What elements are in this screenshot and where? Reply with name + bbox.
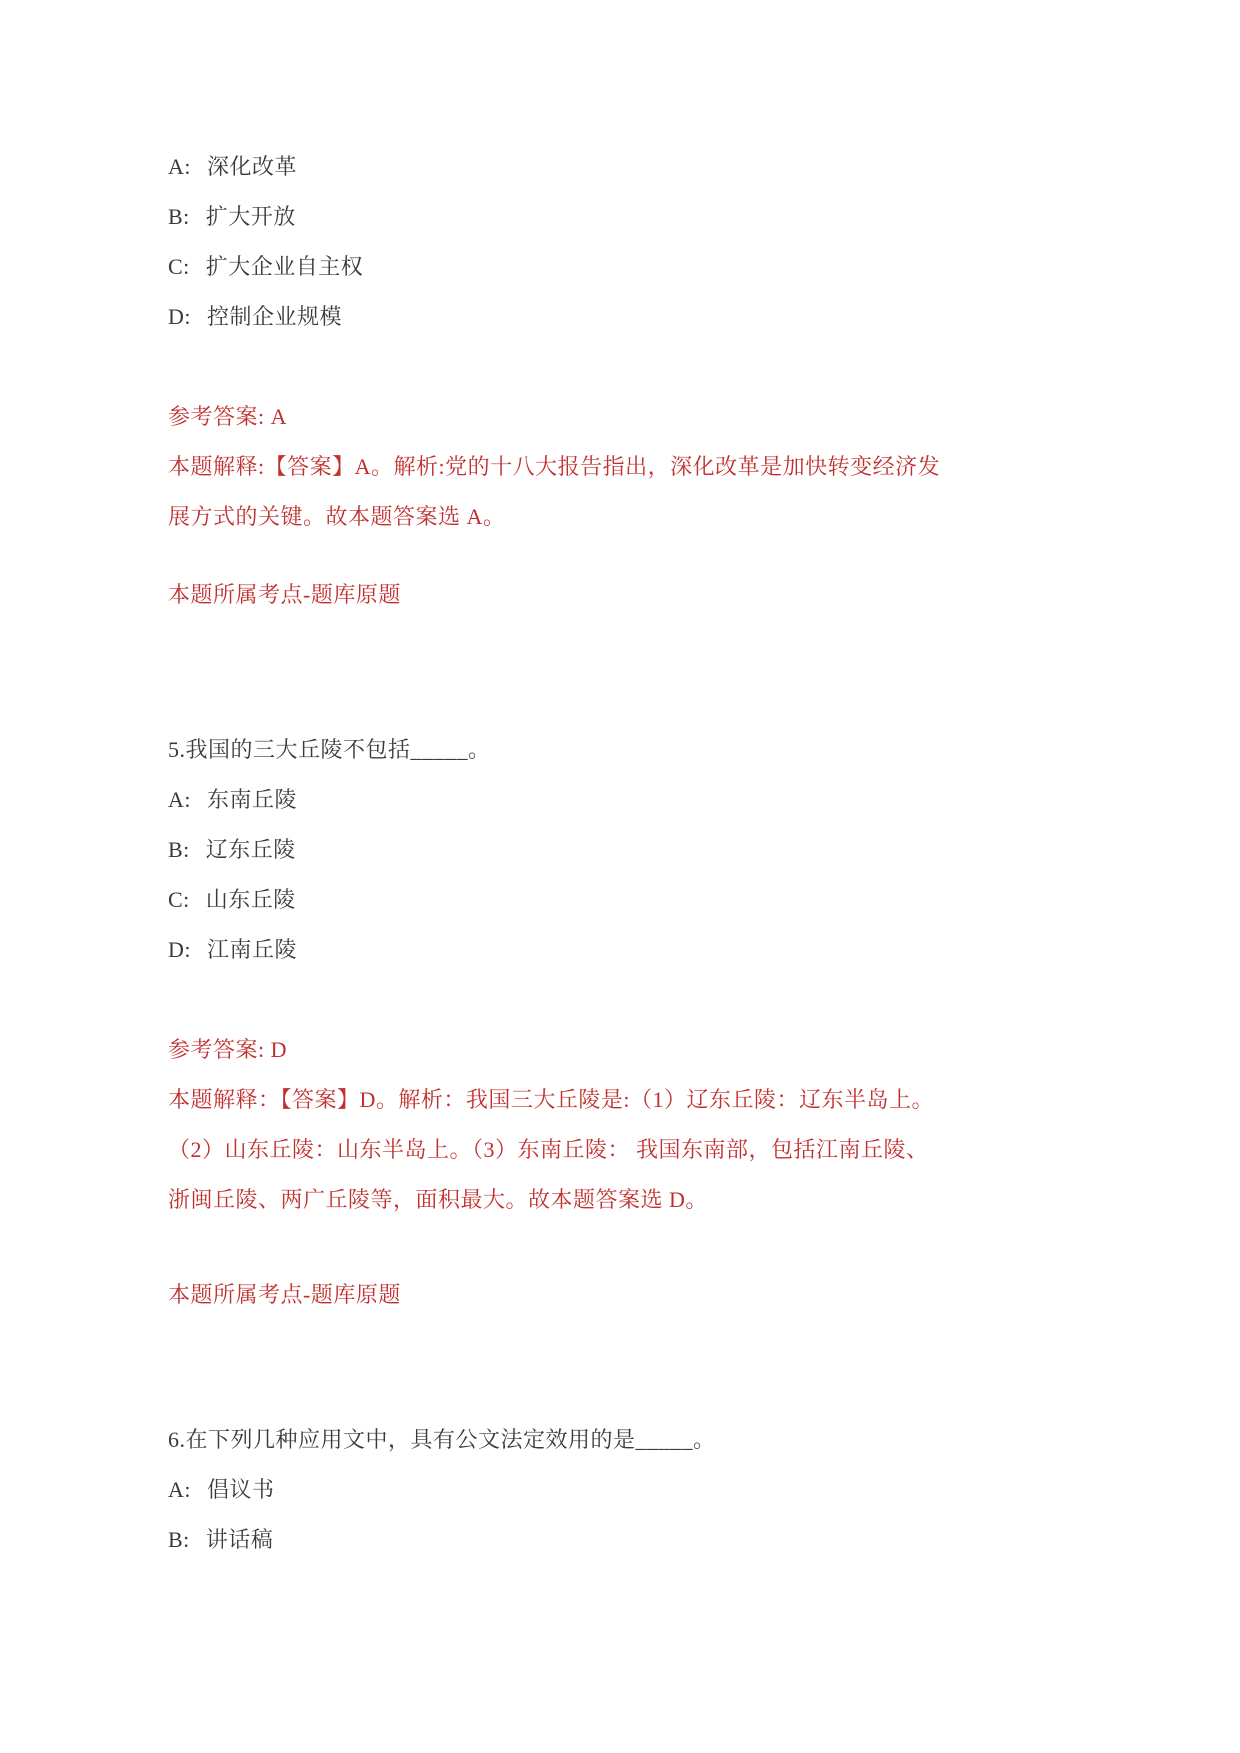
explanation-line: （2）山东丘陵：山东半岛上。（3）东南丘陵： 我国东南部，包括江南丘陵、 <box>168 1137 929 1162</box>
option-label: D: <box>168 304 191 329</box>
option-text: 深化改革 <box>207 154 298 179</box>
option-line <box>168 825 1083 875</box>
option-text: 山东丘陵 <box>205 887 296 912</box>
question-prompt: 6.在下列几种应用文中，具有公文法定效用的是_____。 <box>168 1427 716 1452</box>
option-label: D: <box>168 937 191 962</box>
option-line <box>168 775 1083 825</box>
option-line <box>168 292 1083 342</box>
option-text: 控制企业规模 <box>207 304 343 329</box>
option-text: 扩大开放 <box>205 204 296 229</box>
question-block-5 <box>168 725 1083 1320</box>
explanation-line: 浙闽丘陵、两广丘陵等，面积最大。故本题答案选 D。 <box>168 1187 708 1212</box>
option-text: 倡议书 <box>207 1477 275 1502</box>
option-label: C: <box>168 254 190 279</box>
option-line <box>168 142 1083 192</box>
question-block-6 <box>168 1415 1083 1565</box>
option-label: B: <box>168 204 190 229</box>
answer-line: 参考答案: D <box>168 1037 288 1062</box>
question-block-4 <box>168 142 1083 620</box>
option-line <box>168 192 1083 242</box>
option-label: A: <box>168 154 191 179</box>
explanation-line: 展方式的关键。故本题答案选 A。 <box>168 504 506 529</box>
option-text: 扩大企业自主权 <box>205 254 364 279</box>
option-line <box>168 925 1083 975</box>
topic-source: 本题所属考点-题库原题 <box>168 1282 401 1307</box>
option-text: 讲话稿 <box>205 1527 274 1552</box>
option-label: B: <box>168 837 190 862</box>
explanation-line: 本题解释：【答案】D。解析：我国三大丘陵是:（1）辽东丘陵：辽东半岛上。 <box>168 1087 935 1112</box>
document-content <box>168 142 1083 1565</box>
option-label: C: <box>168 887 190 912</box>
option-label: A: <box>168 787 191 812</box>
explanation-line: 本题解释:【答案】A。解析:党的十八大报告指出，深化改革是加快转变经济发 <box>168 454 941 479</box>
option-text: 东南丘陵 <box>207 787 298 812</box>
question-prompt: 5.我国的三大丘陵不包括_____。 <box>168 737 491 762</box>
option-label: B: <box>168 1527 190 1552</box>
answer-line: 参考答案: A <box>168 404 288 429</box>
topic-source: 本题所属考点-题库原题 <box>168 582 401 607</box>
option-line <box>168 1465 1083 1515</box>
option-text: 辽东丘陵 <box>205 837 296 862</box>
option-line <box>168 875 1083 925</box>
option-text: 江南丘陵 <box>207 937 298 962</box>
option-line <box>168 242 1083 292</box>
option-line <box>168 1515 1083 1565</box>
option-label: A: <box>168 1477 191 1502</box>
